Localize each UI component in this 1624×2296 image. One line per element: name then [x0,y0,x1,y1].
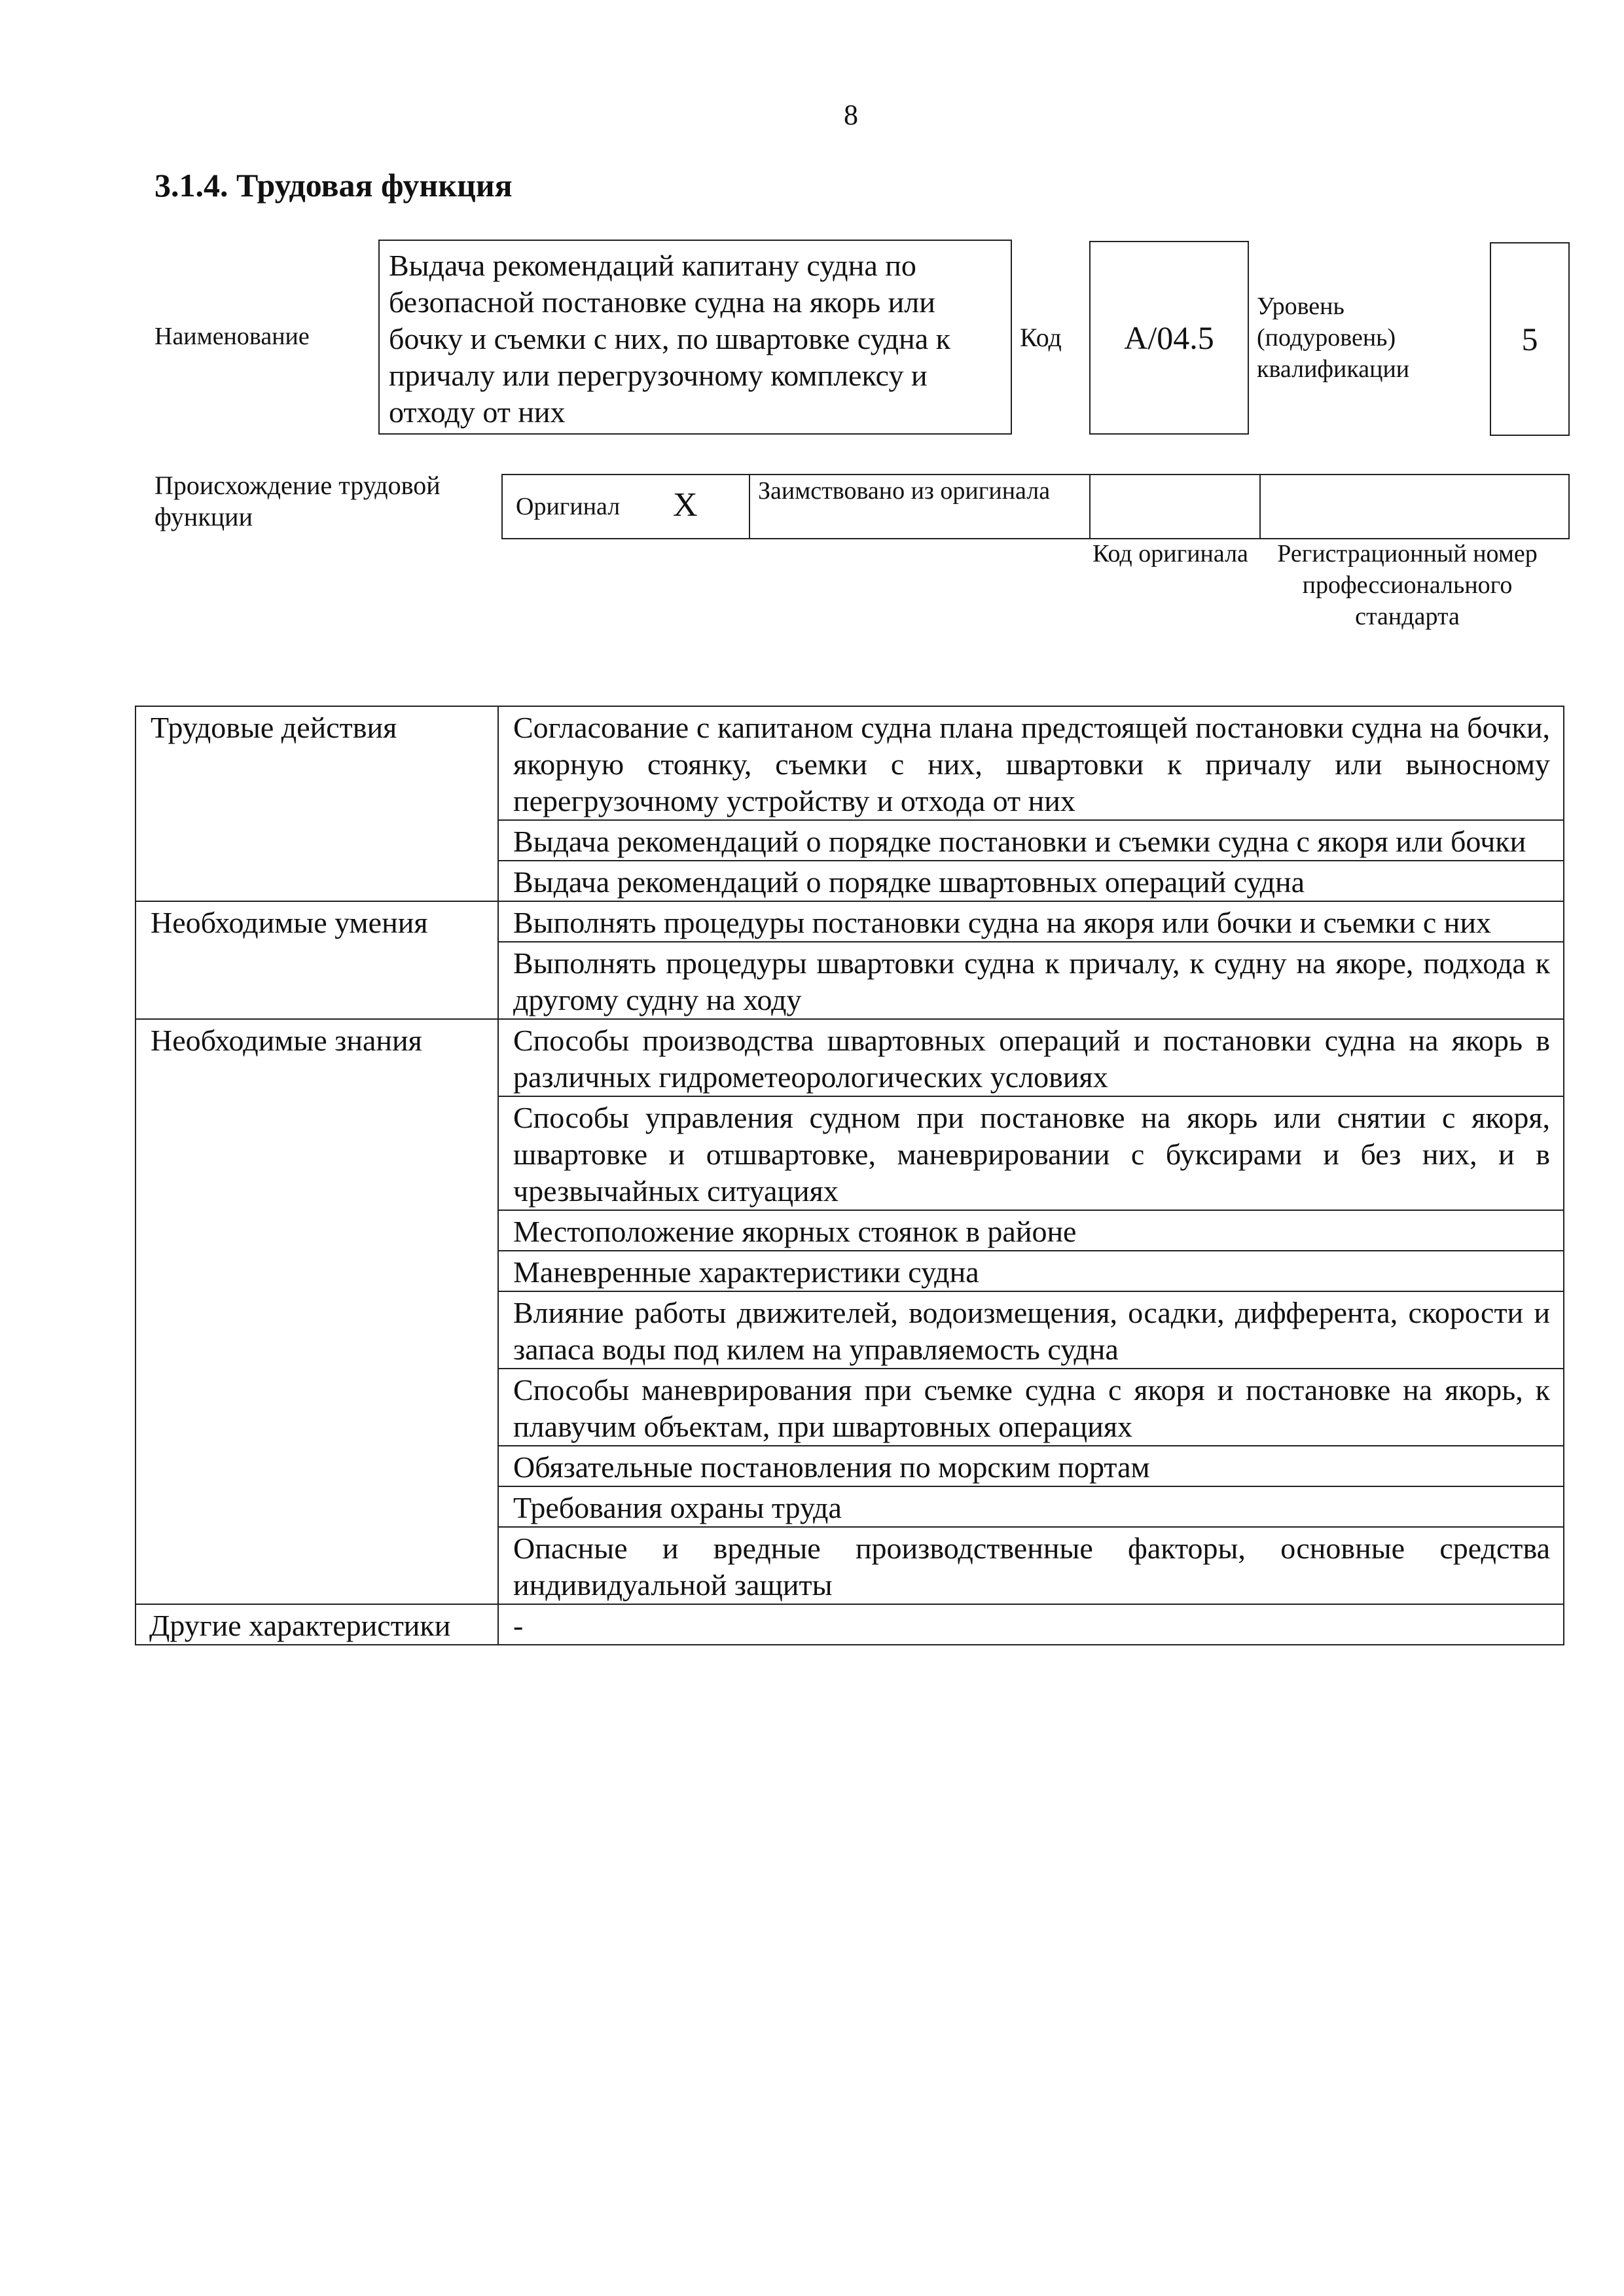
group-title: Трудовые действия [135,706,498,901]
table-row [135,706,1564,820]
table-row [135,1604,1564,1645]
table-cell: Согласование с капитаном судна плана предстоящей постановки судна на бочки, якорную стоянку, съемки с них, швартовки к причалу или выносному перегрузочному устройству и отхода от них [498,706,1564,820]
table-cell: Способы маневрирования при съемке судна с якоря и постановке на якорь, к плавучим объектам, при швартовных операциях [498,1369,1564,1446]
origin-label: Происхождение трудовой функции [154,471,441,531]
table-cell: Выполнять процедуры швартовки судна к причалу, к судну на якоре, подхода к другому судну на ходу [498,942,1564,1019]
section-title: 3.1.4. Трудовая функция [154,167,513,204]
original-label: Оригинал [516,493,621,520]
group-title: Другие характеристики [135,1604,498,1645]
table-cell: Выдача рекомендаций о порядке постановки и съемки судна с якоря или бочки [498,820,1564,861]
reg-number-caption: Регистрационный номер профессионального стандарта [1277,540,1538,630]
original-code-caption: Код оригинала [1092,540,1248,567]
name-label: Наименование [154,323,310,350]
table-cell: Способы управления судном при постановке на якорь или снятии с якоря, швартовке и отшвартовке, маневрировании с буксирами и без них, и в чрезвычайных ситуациях [498,1096,1564,1210]
table-cell: - [498,1604,1564,1645]
table-cell: Местоположение якорных стоянок в районе [498,1210,1564,1251]
level-label: Уровень (подуровень) квалификации [1257,293,1410,383]
table-row [135,901,1564,942]
function-details-table [135,706,1564,1645]
group-title: Необходимые знания [135,1019,498,1604]
level-field: 5 [1490,242,1570,436]
function-name-field: Выдача рекомендаций капитану судна по безопасной постановке судна на якорь или бочку и съемки с них, по швартовке судна к причалу или перегрузочному комплексу и отходу от них [378,240,1012,435]
original-mark: X [673,486,698,524]
group-title: Необходимые умения [135,901,498,1019]
table-cell: Способы производства швартовных операций и постановки судна на якорь в различных гидрометеорологических условиях [498,1019,1564,1096]
table-cell: Маневренные характеристики судна [498,1251,1564,1291]
page-number: 8 [844,99,858,131]
table-cell: Обязательные постановления по морским портам [498,1446,1564,1486]
code-label: Код [1020,323,1062,352]
table-cell: Выдача рекомендаций о порядке швартовных операций судна [498,861,1564,901]
table-cell: Влияние работы движителей, водоизмещения, осадки, дифферента, скорости и запаса воды под килем на управляемость судна [498,1291,1564,1369]
table-row [135,1019,1564,1096]
origin-row [501,474,1570,539]
code-field: A/04.5 [1089,241,1249,435]
borrowed-label: Заимствовано из оригинала [758,477,1051,505]
table-cell: Требования охраны труда [498,1486,1564,1527]
table-cell: Выполнять процедуры постановки судна на якоря или бочки и съемки с них [498,901,1564,942]
table-cell: Опасные и вредные производственные факторы, основные средства индивидуальной защиты [498,1527,1564,1604]
